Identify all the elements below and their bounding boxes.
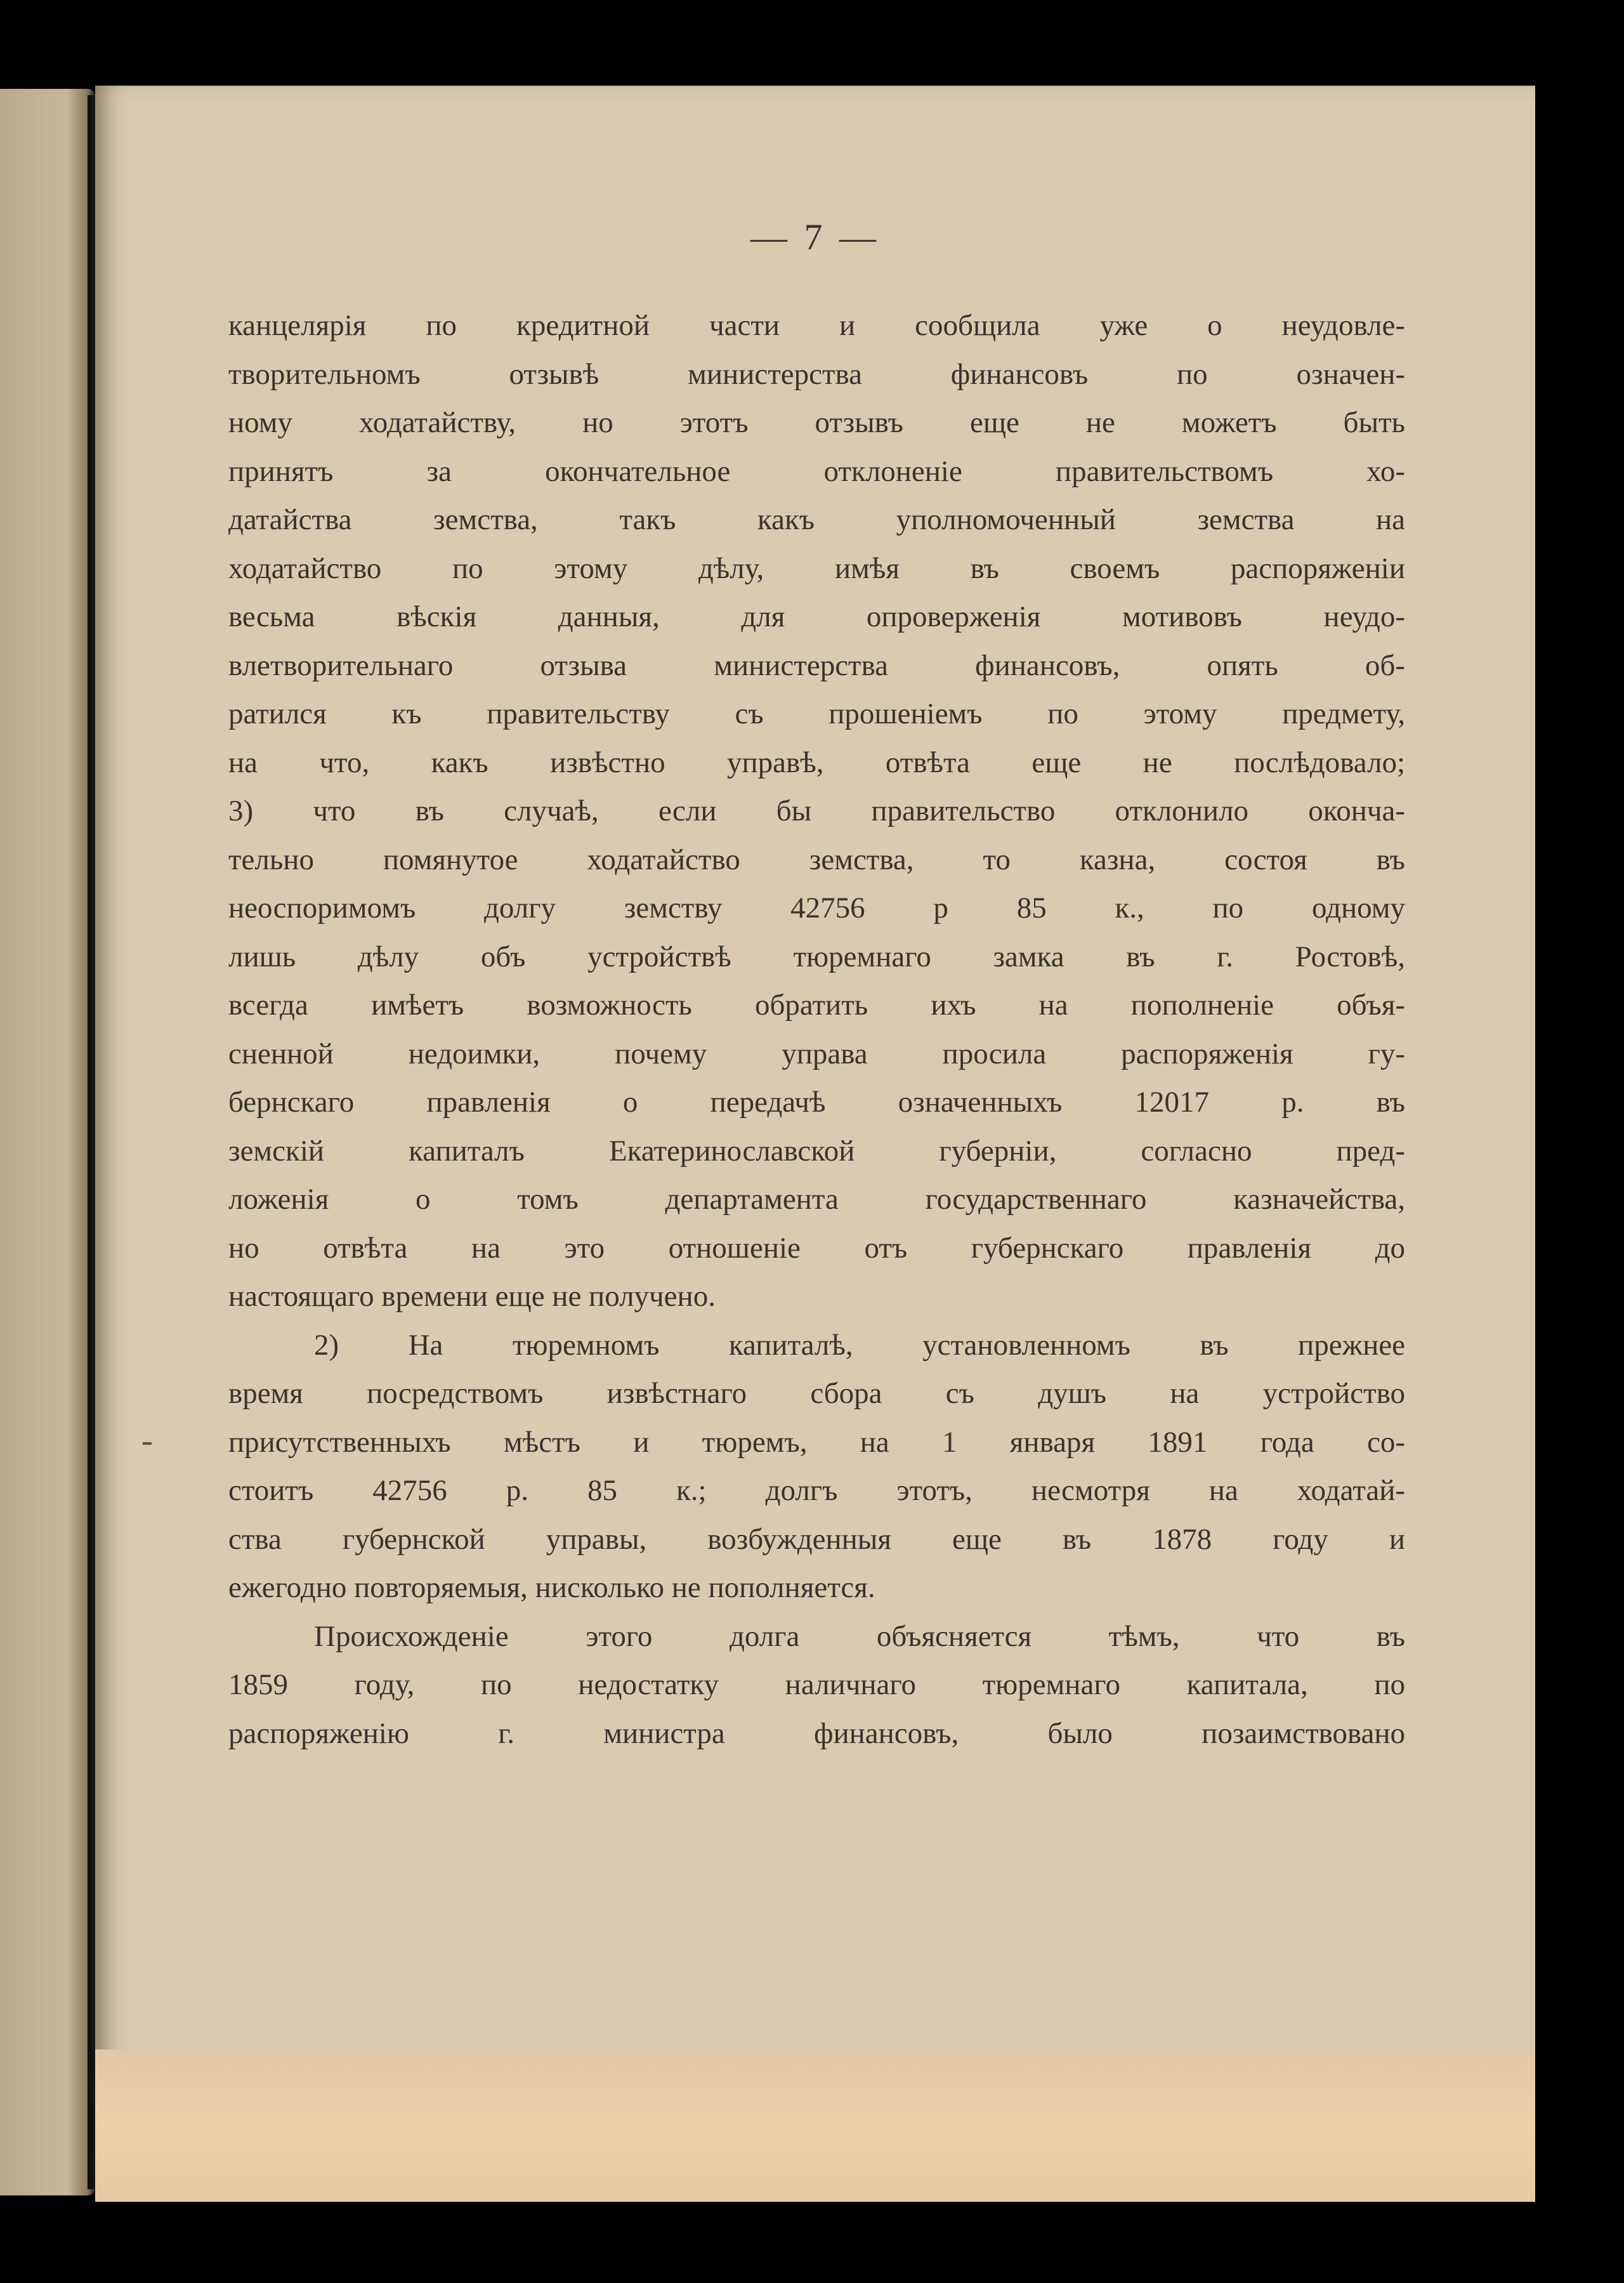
- body-text: [228, 301, 1405, 1758]
- text-line: ложенія о томъ департамента государственнаго казначейства,: [228, 1183, 1405, 1216]
- text-line: настоящаго времени еще не получено.: [228, 1280, 716, 1313]
- text-line: ходатайство по этому дѣлу, имѣя въ своемъ распоряженіи: [228, 551, 1405, 585]
- text-line: бернскаго правленія о передачѣ означенныхъ 12017 р. въ: [228, 1086, 1405, 1119]
- text-line: 1859 году, по недостатку наличнаго тюремнаго капитала, по: [228, 1668, 1405, 1701]
- text-line: всегда имѣетъ возможность обратить ихъ на пополненіе объя-: [228, 989, 1405, 1022]
- text-line: стоитъ 42756 р. 85 к.; долгъ этотъ, несмотря на ходатай-: [228, 1474, 1405, 1507]
- paragraph-start-line: Происхожденіе этого долга объясняется тѣмъ, что въ: [314, 1619, 1405, 1653]
- text-line: но отвѣта на это отношеніе отъ губернскаго правленія до: [228, 1231, 1405, 1265]
- margin-mark: [143, 1442, 152, 1445]
- text-line: ратился къ правительству съ прошеніемъ по этому предмету,: [228, 697, 1405, 730]
- text-line: канцелярія по кредитной части и сообщила уже о неудовле-: [228, 309, 1405, 342]
- previous-page-edge: [0, 89, 95, 2195]
- text-line: распоряженію г. министра финансовъ, было позаимствовано: [228, 1716, 1405, 1750]
- text-line: ному ходатайству, но этотъ отзывъ еще не можетъ быть: [228, 406, 1405, 439]
- text-line: присутственныхъ мѣстъ и тюремъ, на 1 января 1891 года со-: [228, 1425, 1405, 1459]
- text-line: датайства земства, такъ какъ уполномоченный земства на: [228, 503, 1405, 536]
- page-bottom-band: [95, 2049, 1535, 2202]
- text-line: 3) что въ случаѣ, если бы правительство отклонило оконча-: [228, 794, 1405, 827]
- text-line: влетворительнаго отзыва министерства финансовъ, опять об-: [228, 648, 1405, 682]
- text-line: весьма вѣскія данныя, для опроверженія мотивовъ неудо-: [228, 600, 1405, 633]
- page-number: — 7 —: [750, 216, 880, 258]
- text-line: лишь дѣлу объ устройствѣ тюремнаго замка въ г. Ростовѣ,: [228, 940, 1405, 973]
- text-line: принятъ за окончательное отклоненіе правительствомъ хо-: [228, 454, 1405, 488]
- book-page: [95, 86, 1535, 2202]
- text-line: ства губернской управы, возбужденныя еще въ 1878 году и: [228, 1522, 1405, 1556]
- text-line: творительномъ отзывѣ министерства финансовъ по означен-: [228, 357, 1405, 391]
- text-line: на что, какъ извѣстно управѣ, отвѣта еще не послѣдовало;: [228, 746, 1405, 779]
- text-line: земскій капиталъ Екатеринославской губерніи, согласно пред-: [228, 1134, 1405, 1168]
- text-line: сненной недоимки, почему управа просила распоряженія гу-: [228, 1037, 1405, 1070]
- text-line: неоспоримомъ долгу земству 42756 р 85 к., по одному: [228, 891, 1405, 924]
- text-line: тельно помянутое ходатайство земства, то казна, состоя въ: [228, 843, 1405, 876]
- text-line: время посредствомъ извѣстнаго сбора съ душъ на устройство: [228, 1377, 1405, 1410]
- paragraph-start-line: 2) На тюремномъ капиталѣ, установленномъ въ прежнее: [314, 1328, 1405, 1362]
- text-line: ежегодно повторяемыя, нисколько не пополняется.: [228, 1571, 875, 1604]
